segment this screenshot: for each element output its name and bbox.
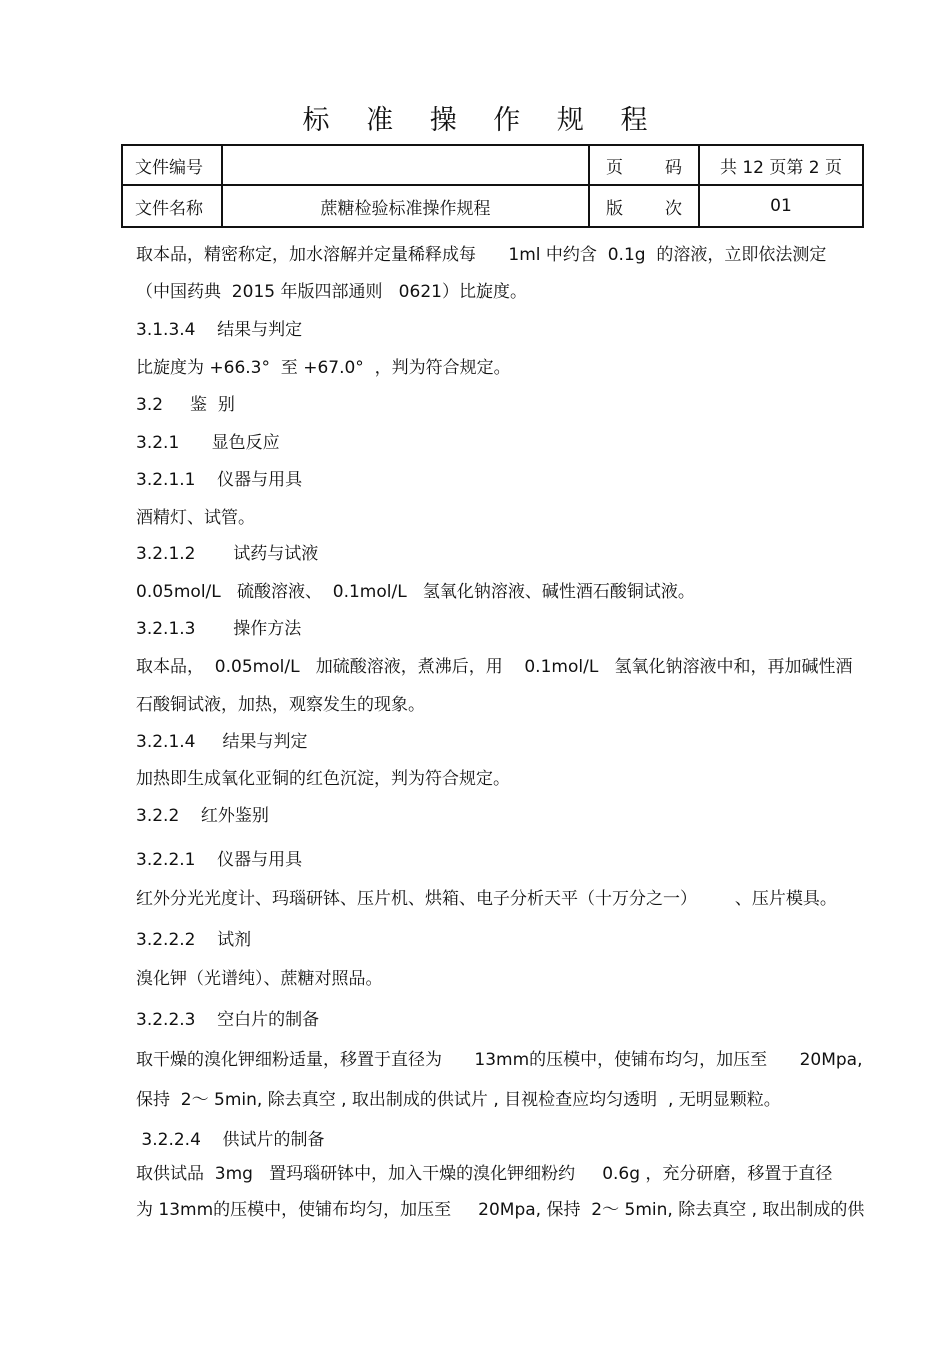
body-line: 取本品，精密称定，加水溶解并定量稀释成每 1ml 中约含 0.1g 的溶液，立即依法测定 (136, 245, 827, 265)
body-line: 溴化钾（光谱纯）、蔗糖对照品。 (136, 969, 383, 989)
header-row-2 (122, 185, 863, 227)
document-header-table (121, 144, 864, 228)
body-line: 为 13mm的压模中，使铺布均匀，加压至 20Mpa, 保持 2～ 5min, 除去真空 , 取出制成的供 (136, 1200, 865, 1220)
section-heading: 3.2.1.4 结果与判定 (136, 732, 308, 752)
body-line: 比旋度为 +66.3° 至 +67.0° ，判为符合规定。 (136, 358, 511, 378)
section-heading: 3.2.1.2 试药与试液 (136, 544, 319, 564)
body-line: 取供试品 3mg 置玛瑙研钵中，加入干燥的溴化钾细粉约 0.6g ，充分研磨，移置于直径 (136, 1164, 833, 1184)
page-label-a: 页 (606, 157, 623, 178)
section-heading: 3.2.1.1 仪器与用具 (136, 470, 303, 490)
page-value: 共 12 页第 2 页 (699, 145, 863, 185)
section-heading: 3.2.2.2 试剂 (136, 930, 252, 950)
section-heading: 3.2.1 显色反应 (136, 433, 280, 453)
page-label (589, 145, 699, 185)
doc-name-value: 蔗糖检验标准操作规程 (222, 185, 589, 227)
body-line: 红外分光光度计、玛瑙研钵、压片机、烘箱、电子分析天平（十万分之一） 、压片模具。 (136, 889, 837, 909)
document-title: 标 准 操 作 规 程 (302, 105, 662, 136)
section-heading: 3.2.2.3 空白片的制备 (136, 1010, 320, 1030)
doc-name-label: 文件名称 (122, 185, 222, 227)
body-line: 石酸铜试液，加热，观察发生的现象。 (136, 695, 425, 715)
body-line: 取干燥的溴化钾细粉适量，移置于直径为 13mm的压模中，使铺布均匀，加压至 20Mpa, (136, 1050, 863, 1070)
body-line: 取本品， 0.05mol/L 加硫酸溶液，煮沸后，用 0.1mol/L 氢氧化钠溶液中和，再加碱性酒 (136, 657, 853, 677)
doc-no-value (222, 145, 589, 185)
header-row-1 (122, 145, 863, 185)
version-label-b: 次 (665, 198, 682, 219)
section-heading: 3.2.2.4 供试片的制备 (136, 1130, 325, 1150)
section-heading: 3.2.2 红外鉴别 (136, 806, 269, 826)
body-line: （中国药典 2015 年版四部通则 0621）比旋度。 (136, 282, 527, 302)
section-heading: 3.2.1.3 操作方法 (136, 619, 302, 639)
body-line: 酒精灯、试管。 (136, 508, 255, 528)
section-heading: 3.1.3.4 结果与判定 (136, 320, 303, 340)
section-heading: 3.2 鉴 别 (136, 395, 235, 415)
version-label-a: 版 (606, 198, 623, 219)
body-line: 保持 2～ 5min, 除去真空 , 取出制成的供试片 , 目视检查应均匀透明 , 无明显颗粒。 (136, 1090, 781, 1110)
version-label (589, 185, 699, 227)
doc-no-label: 文件编号 (122, 145, 222, 185)
body-line: 加热即生成氧化亚铜的红色沉淀，判为符合规定。 (136, 769, 510, 789)
body-line: 0.05mol/L 硫酸溶液、 0.1mol/L 氢氧化钠溶液、碱性酒石酸铜试液。 (136, 582, 695, 602)
section-heading: 3.2.2.1 仪器与用具 (136, 850, 303, 870)
version-value: 01 (699, 185, 863, 227)
page-label-b: 码 (665, 157, 682, 178)
